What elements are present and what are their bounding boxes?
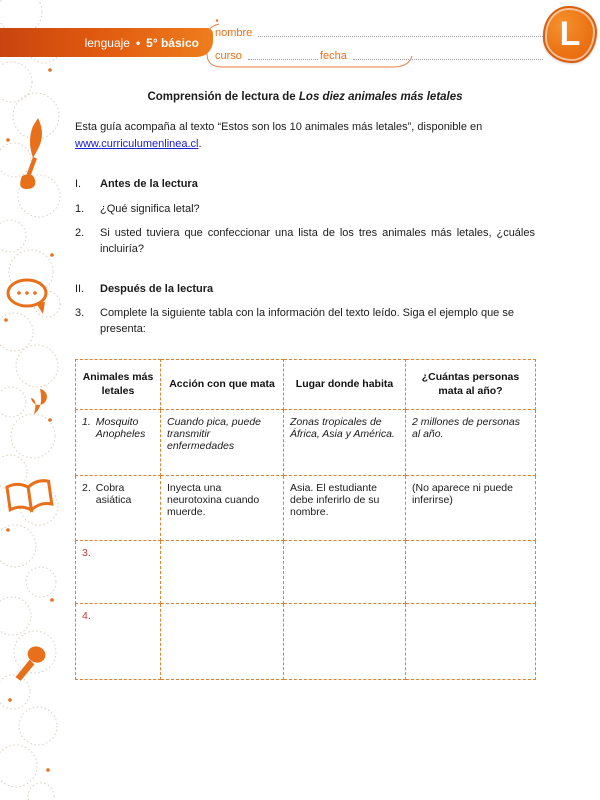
cell-personas-empty <box>406 604 536 680</box>
intro-paragraph <box>75 119 505 153</box>
reading-comprehension-table <box>75 359 536 680</box>
row-number: 4. <box>82 610 91 622</box>
curso-fill-line <box>248 59 318 60</box>
cell-personas: (No aparece ni puede inferirse) <box>406 476 536 541</box>
table-row <box>76 604 536 680</box>
curriculum-link[interactable]: www.curriculumenlinea.cl <box>75 138 199 151</box>
question-text: Si usted tuviera que confeccionar una lista de los tres animales más letales, ¿cuáles incluiría? <box>100 227 535 255</box>
curso-fecha-row <box>215 45 545 63</box>
microphone-icon <box>15 643 48 686</box>
cell-personas-empty <box>406 541 536 604</box>
section-number: I. <box>75 178 82 190</box>
student-fields <box>215 22 545 63</box>
nombre-fill-line <box>258 36 543 37</box>
col-header-accion: Acción con que mata <box>161 360 284 410</box>
cell-animal <box>76 604 161 680</box>
subject-grade-banner <box>0 28 213 57</box>
cell-personas: 2 millones de personas al año. <box>406 410 536 476</box>
cell-accion: Inyecta una neurotoxina cuando muerde. <box>161 476 284 541</box>
cell-animal <box>76 410 161 476</box>
question-text: Complete la siguiente tabla con la información del texto leído. Siga el ejemplo que se presenta: <box>100 307 514 335</box>
curso-label: curso <box>215 50 242 62</box>
col-header-animales: Animales más letales <box>76 360 161 410</box>
animal-name: Cobra asiática <box>95 482 132 506</box>
page-title <box>75 91 535 103</box>
cell-lugar: Zonas tropicales de África, Asia y América. <box>284 410 406 476</box>
nombre-label: nombre <box>215 27 253 39</box>
section-number: II. <box>75 283 85 295</box>
banner-separator: • <box>135 35 141 50</box>
lenguaje-logo <box>543 6 597 63</box>
table-row <box>76 476 536 541</box>
question-1 <box>75 202 535 218</box>
table-header-row <box>76 360 536 410</box>
question-number: 3. <box>75 307 85 319</box>
open-book-icon <box>7 480 52 513</box>
fecha-fill-line <box>353 59 543 60</box>
row-number: 1. <box>82 416 91 428</box>
table-row <box>76 541 536 604</box>
cell-lugar: Asia. El estudiante debe inferirlo de su nombre. <box>284 476 406 541</box>
col-header-lugar: Lugar donde habita <box>284 360 406 410</box>
table-row <box>76 410 536 476</box>
cell-animal <box>76 476 161 541</box>
cell-accion-empty <box>161 604 284 680</box>
section-heading: Antes de la lectura <box>100 178 198 190</box>
cell-lugar-empty <box>284 604 406 680</box>
row-number: 3. <box>82 547 91 559</box>
logo-letter: L <box>559 15 581 53</box>
intro-link-line <box>75 136 505 153</box>
section-heading: Después de la lectura <box>100 283 214 295</box>
question-number: 2. <box>75 227 85 239</box>
decorative-swirl-strip <box>0 0 62 800</box>
question-2 <box>75 226 535 258</box>
col-header-personas: ¿Cuántas personas mata al año? <box>406 360 536 410</box>
banner-subject: lenguaje <box>84 35 130 50</box>
section-before-reading <box>75 177 535 193</box>
title-work-name: Los diez animales más letales <box>298 91 463 103</box>
nombre-row <box>215 22 545 40</box>
question-number: 1. <box>75 203 85 215</box>
animal-name: Mosquito Anopheles <box>95 416 146 440</box>
title-prefix: Comprensión de lectura de <box>147 91 299 103</box>
cell-accion: Cuando pica, puede transmitir enfermedades <box>161 410 284 476</box>
speech-bubble-icon <box>8 280 46 314</box>
question-text: ¿Qué significa letal? <box>100 203 200 215</box>
section-after-reading <box>75 282 535 298</box>
intro-text: Esta guía acompaña al texto “Estos son los 10 animales más letales”, disponible en <box>75 121 483 133</box>
cell-lugar-empty <box>284 541 406 604</box>
question-3 <box>75 306 535 338</box>
row-number: 2. <box>82 482 91 494</box>
cell-accion-empty <box>161 541 284 604</box>
pen-icon <box>20 118 42 189</box>
fecha-label: fecha <box>319 50 347 62</box>
intro-period: . <box>198 138 202 151</box>
banner-grade: 5° básico <box>146 35 199 50</box>
quote-comma-icon <box>31 389 47 414</box>
cell-animal <box>76 541 161 604</box>
